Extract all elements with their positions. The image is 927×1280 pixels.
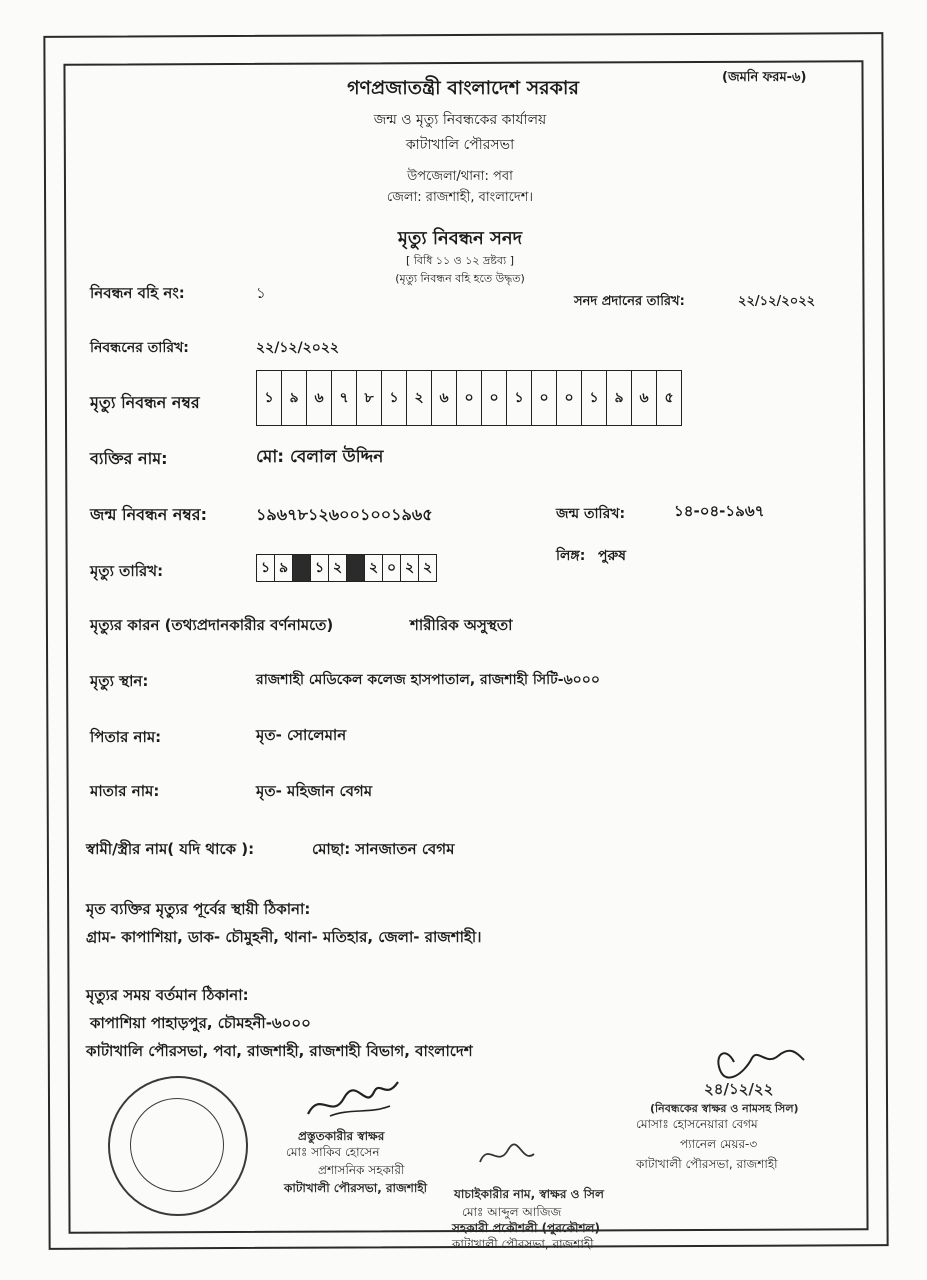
reg-no-digit: ৯ bbox=[282, 371, 307, 425]
preparer-name: মোঃ সাকিব হোসেন bbox=[286, 1145, 380, 1159]
dob-label: জন্ম তারিখ: bbox=[556, 506, 626, 522]
registrar-caption: (নিবন্ধকের স্বাক্ষর ও নামসহ সিল) bbox=[650, 1102, 799, 1115]
verifier-caption: যাচাইকারীর নাম, স্বাক্ষর ও সিল bbox=[454, 1187, 604, 1201]
reg-no-digit: ৬ bbox=[432, 371, 457, 425]
death-date-separator bbox=[347, 555, 365, 581]
upazila-line: উপজেলা/থানা: পবা bbox=[407, 169, 513, 184]
reg-no-digit: ৫ bbox=[664, 390, 674, 406]
death-date-digit: ১ bbox=[311, 555, 329, 581]
perm-addr-value: গ্রাম- কাপাশিয়া, ডাক- চৌমুহনী, থানা- মতিহার, জেলা- রাজশাহী। bbox=[86, 928, 482, 946]
reg-no-digit: ২ bbox=[407, 371, 432, 425]
curr-addr-line1: কাপাশিয়া পাহাড়পুর, চৌমহনী-৬০০০ bbox=[90, 1014, 311, 1032]
form-number: (জমনি ফরম-৬) bbox=[722, 70, 807, 85]
verifier-signature bbox=[474, 1134, 544, 1174]
father-value: মৃত- সোলেমান bbox=[256, 726, 347, 744]
issue-date-label: সনদ প্রদানের তারিখ: bbox=[574, 294, 685, 309]
reg-no-digit: ৮ bbox=[357, 371, 382, 425]
rule-reference: [ বিধি ১১ ও ১২ দ্রষ্টব্য ] bbox=[405, 254, 515, 267]
mother-value: মৃত- মহিজান বেগম bbox=[256, 782, 373, 800]
book-no-value: ১ bbox=[256, 284, 266, 302]
place-value: রাজশাহী মেডিকেল কলেজ হাসপাতাল, রাজশাহী সিটি-৬০০০ bbox=[256, 672, 600, 688]
mother-label: মাতার নাম: bbox=[90, 782, 160, 800]
registrar-name: মোসাঃ হোসনেয়ারা বেগম bbox=[636, 1117, 758, 1131]
death-date-digit: ২ bbox=[401, 555, 419, 581]
reg-no-digit: ০ bbox=[457, 371, 482, 425]
gender-label: লিঙ্গ: bbox=[556, 548, 586, 564]
certificate-title: মৃত্যু নিবন্ধন সনদ bbox=[397, 228, 523, 249]
preparer-signature bbox=[300, 1070, 410, 1128]
perm-addr-label: মৃত ব্যক্তির মৃত্যুর পূর্বের স্থায়ী ঠিকানা: bbox=[86, 900, 311, 918]
office-name: জন্ম ও মৃত্যু নিবন্ধকের কার্যালয় bbox=[373, 112, 547, 128]
reg-no-digit: ৭ bbox=[332, 371, 357, 425]
reg-no-digit: ০ bbox=[532, 371, 557, 425]
reg-no-digit: ১ bbox=[257, 371, 282, 425]
reg-no-digit: ১ bbox=[382, 371, 407, 425]
father-label: পিতার নাম: bbox=[90, 728, 162, 746]
verifier-name: মোঃ আব্দুল আজিজ bbox=[462, 1205, 562, 1219]
reg-no-digit: ১ bbox=[507, 371, 532, 425]
curr-addr-label: মৃত্যুর সময় বর্তমান ঠিকানা: bbox=[86, 986, 249, 1004]
registrar-office: কাটাখালী পৌরসভা, রাজশাহী bbox=[636, 1157, 778, 1171]
birth-reg-label: জন্ম নিবন্ধন নম্বর: bbox=[90, 505, 207, 524]
reg-no-digit: ০ bbox=[557, 371, 582, 425]
birth-reg-value: ১৯৬৭৮১২৬০০১০০১৯৬৫ bbox=[256, 505, 433, 524]
deceased-name: মো: বেলাল উদ্দিন bbox=[256, 447, 384, 467]
death-date-label: মৃত্যু তারিখ: bbox=[90, 562, 164, 580]
registrar-sign-date: ২৪/১২/২২ bbox=[704, 1080, 774, 1098]
office-seal-inner-ring bbox=[130, 1098, 224, 1192]
reg-no-digit: ৯ bbox=[607, 371, 632, 425]
death-date-digit: ২ bbox=[329, 555, 347, 581]
death-date-digit: ০ bbox=[383, 555, 401, 581]
municipality-name: কাটাখালি পৌরসভা bbox=[405, 137, 515, 153]
gender-value: পুরুষ bbox=[598, 548, 626, 564]
spouse-value: মোছা: সানজাতন বেগম bbox=[312, 840, 455, 858]
reg-date-label: নিবন্ধনের তারিখ: bbox=[90, 340, 189, 356]
cause-value: শারীরিক অসুস্থতা bbox=[410, 616, 513, 634]
govt-heading: গণপ্রজাতন্ত্রী বাংলাদেশ সরকার bbox=[347, 77, 579, 99]
curr-addr-line2: কাটাখালি পৌরসভা, পবা, রাজশাহী, রাজশাহী বিভাগ, বাংলাদেশ bbox=[86, 1042, 473, 1060]
death-date-separator bbox=[293, 555, 311, 581]
dob-value: ১৪-০৪-১৯৬৭ bbox=[674, 502, 765, 520]
issue-date-value: ২২/১২/২০২২ bbox=[738, 294, 816, 309]
spouse-label: স্বামী/স্ত্রীর নাম( যদি থাকে ): bbox=[86, 840, 255, 858]
verifier-post: সহকারী প্রকৌশলী (পুরকৌশল) bbox=[452, 1221, 600, 1235]
verifier-office: কাটাখালী পৌরসভা, রাজশাহী bbox=[452, 1237, 594, 1251]
extract-note: (মৃত্যু নিবন্ধন বহি হতে উদ্ধৃত) bbox=[395, 272, 525, 285]
reg-date-value: ২২/১২/২০২২ bbox=[256, 340, 340, 356]
preparer-caption: প্রস্তুতকারীর স্বাক্ষর bbox=[298, 1129, 385, 1143]
place-label: মৃত্যু স্থান: bbox=[90, 672, 149, 690]
death-date-digit: ৯ bbox=[275, 555, 293, 581]
reg-no-digit: ৬ bbox=[632, 371, 657, 425]
cause-label: মৃত্যুর কারন (তথ্যপ্রদানকারীর বর্ণনামতে) bbox=[90, 616, 334, 634]
reg-no-digit: ০ bbox=[482, 371, 507, 425]
death-date-digit: ২ bbox=[422, 560, 433, 576]
registrar-post: প্যানেল মেয়র-৩ bbox=[680, 1137, 758, 1151]
name-label: ব্যক্তির নাম: bbox=[90, 449, 168, 468]
district-line: জেলা: রাজশাহী, বাংলাদেশ। bbox=[386, 190, 534, 205]
death-date-boxes bbox=[256, 554, 437, 582]
death-date-digit: ২ bbox=[365, 555, 383, 581]
death-date-digit: ১ bbox=[257, 555, 275, 581]
book-no-label: নিবন্ধন বহি নং: bbox=[90, 284, 185, 302]
reg-no-label: মৃত্যু নিবন্ধন নম্বর bbox=[90, 393, 200, 412]
reg-no-boxes bbox=[256, 370, 682, 426]
reg-no-digit: ১ bbox=[582, 371, 607, 425]
preparer-post: প্রশাসনিক সহকারী bbox=[318, 1163, 405, 1177]
preparer-office: কাটাখালী পৌরসভা, রাজশাহী bbox=[284, 1181, 428, 1195]
reg-no-digit: ৬ bbox=[307, 371, 332, 425]
